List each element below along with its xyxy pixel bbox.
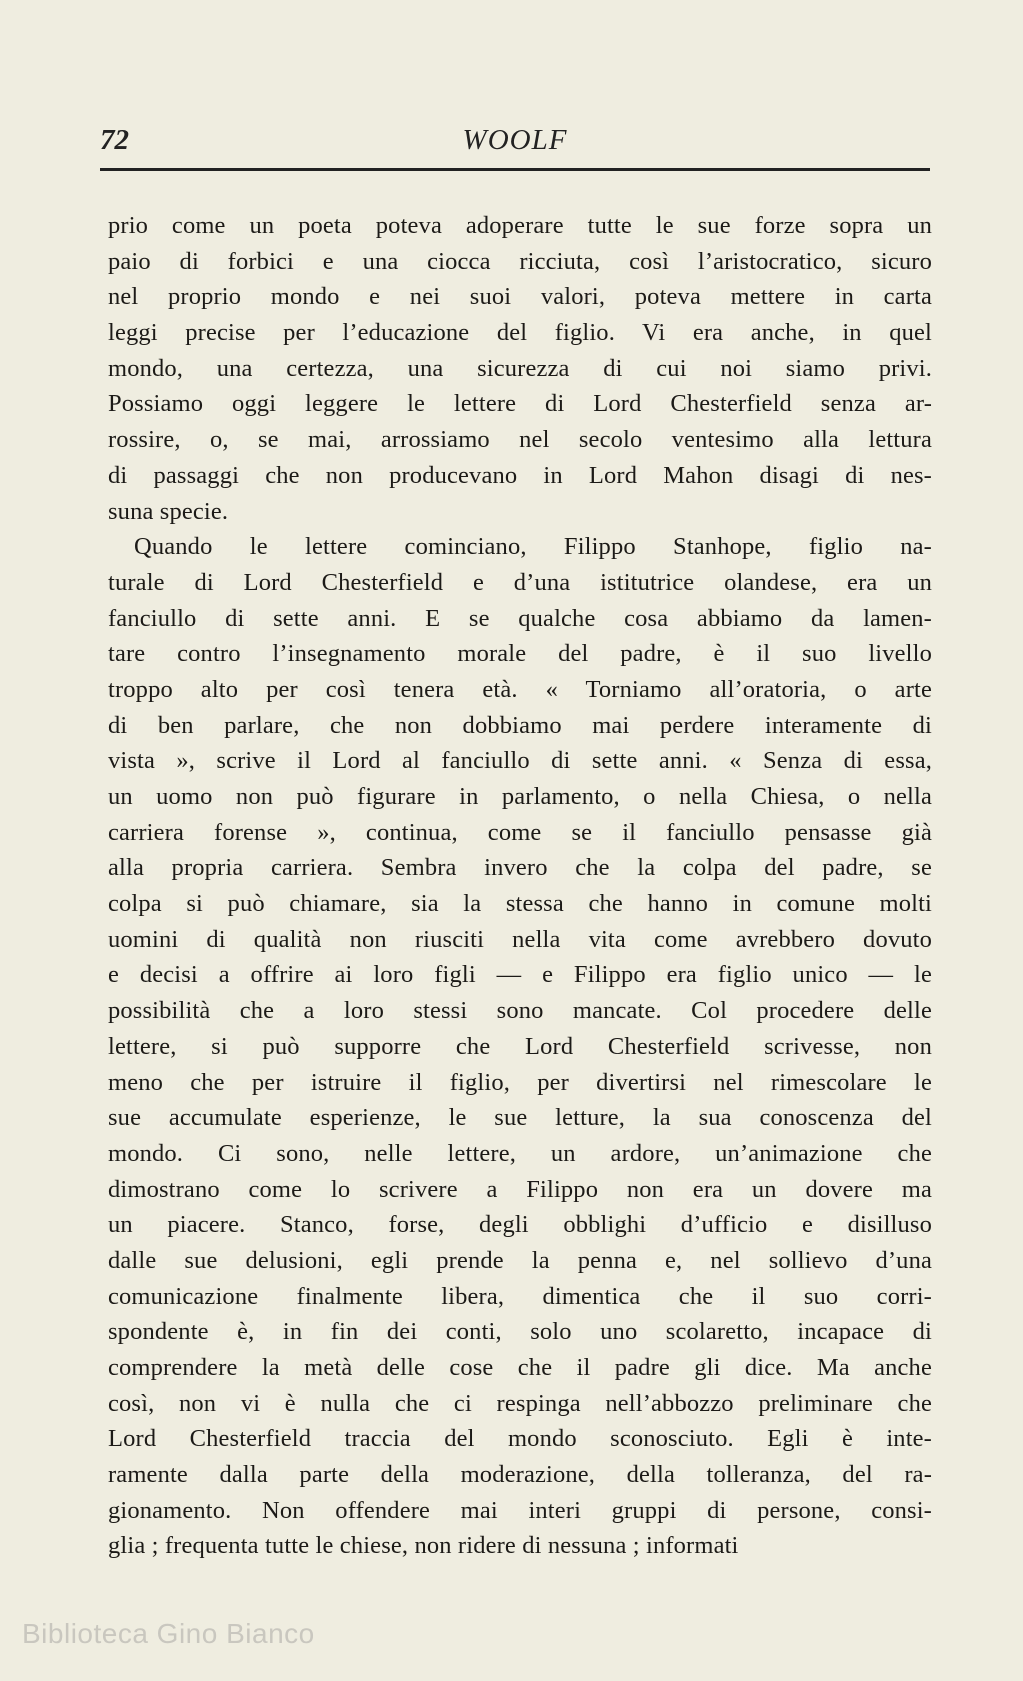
text-line: e decisi a offrire ai loro figli — e Filippo era figlio unico — le (108, 961, 932, 989)
text-line: tare contro l’insegnamento morale del padre, è il suo livello (108, 640, 932, 668)
text-line: glia ; frequenta tutte le chiese, non ridere di nessuna ; informati (108, 1532, 739, 1560)
text-line: di ben parlare, che non dobbiamo mai perdere interamente di (108, 711, 932, 739)
text-line: fanciullo di sette anni. E se qualche cosa abbiamo da lamen- (108, 604, 932, 632)
text-line: alla propria carriera. Sembra invero che la colpa del padre, se (108, 854, 932, 882)
text-line: nel proprio mondo e nei suoi valori, poteva mettere in carta (108, 283, 932, 311)
text-line: suna specie. (108, 497, 229, 525)
paragraph (108, 208, 932, 529)
text-line: mondo. Ci sono, nelle lettere, un ardore, un’animazione che (108, 1139, 932, 1167)
text-line: possibilità che a loro stessi sono mancate. Col procedere delle (108, 997, 932, 1025)
paragraph (108, 529, 932, 1564)
text-line: colpa si può chiamare, sia la stessa che hanno in comune molti (108, 890, 932, 918)
text-line: un uomo non può figurare in parlamento, o nella Chiesa, o nella (108, 783, 932, 810)
watermark: Biblioteca Gino Bianco (22, 1618, 315, 1649)
text-line: prio come un poeta poteva adoperare tutte le sue forze sopra un (108, 212, 932, 239)
text-line: gionamento. Non offendere mai interi gruppi di persone, consi- (108, 1496, 932, 1524)
text-line: leggi precise per l’educazione del figlio. Vi era anche, in quel (108, 319, 932, 347)
text-line: Quando le lettere cominciano, Filippo Stanhope, figlio na- (134, 533, 932, 561)
text-line: di passaggi che non producevano in Lord Mahon disagi di nes- (108, 461, 932, 489)
text-line: lettere, si può supporre che Lord Chesterfield scrivesse, non (108, 1032, 932, 1060)
text-line: vista », scrive il Lord al fanciullo di sette anni. « Senza di essa, (108, 747, 932, 775)
text-line: troppo alto per così tenera età. « Torniamo all’oratoria, o arte (108, 675, 932, 703)
body-text (108, 208, 932, 1564)
text-line: dimostrano come lo scrivere a Filippo non era un dovere ma (108, 1175, 932, 1203)
text-line: Possiamo oggi leggere le lettere di Lord Chesterfield senza ar- (108, 390, 932, 418)
text-line: ramente dalla parte della moderazione, della tolleranza, del ra- (108, 1461, 932, 1489)
text-line: Lord Chesterfield traccia del mondo sconosciuto. Egli è inte- (108, 1425, 932, 1453)
text-line: turale di Lord Chesterfield e d’una istitutrice olandese, era un (108, 568, 932, 596)
page-number: 72 (100, 124, 129, 156)
text-line: carriera forense », continua, come se il fanciullo pensasse già (108, 818, 932, 846)
header-rule (100, 168, 930, 171)
text-line: così, non vi è nulla che ci respinga nell’abbozzo preliminare che (108, 1389, 932, 1417)
text-line: comprendere la metà delle cose che il padre gli dice. Ma anche (108, 1354, 932, 1381)
text-line: uomini di qualità non riusciti nella vita come avrebbero dovuto (108, 925, 932, 953)
page-header (100, 124, 930, 164)
text-line: paio di forbici e una ciocca ricciuta, così l’aristocratico, sicuro (108, 247, 932, 275)
running-head: WOOLF (462, 124, 568, 156)
text-line: un piacere. Stanco, forse, degli obblighi d’ufficio e disilluso (108, 1211, 932, 1239)
text-line: comunicazione finalmente libera, dimentica che il suo corri- (108, 1282, 932, 1310)
text-line: rossire, o, se mai, arrossiamo nel secolo ventesimo alla lettura (108, 426, 932, 454)
text-line: sue accumulate esperienze, le sue letture, la sua conoscenza del (108, 1104, 932, 1132)
text-line: meno che per istruire il figlio, per divertirsi nel rimescolare le (108, 1068, 932, 1096)
text-line: spondente è, in fin dei conti, solo uno scolaretto, incapace di (108, 1318, 932, 1346)
text-line: dalle sue delusioni, egli prende la penna e, nel sollievo d’una (108, 1246, 932, 1274)
text-line: mondo, una certezza, una sicurezza di cui noi siamo privi. (108, 354, 932, 382)
